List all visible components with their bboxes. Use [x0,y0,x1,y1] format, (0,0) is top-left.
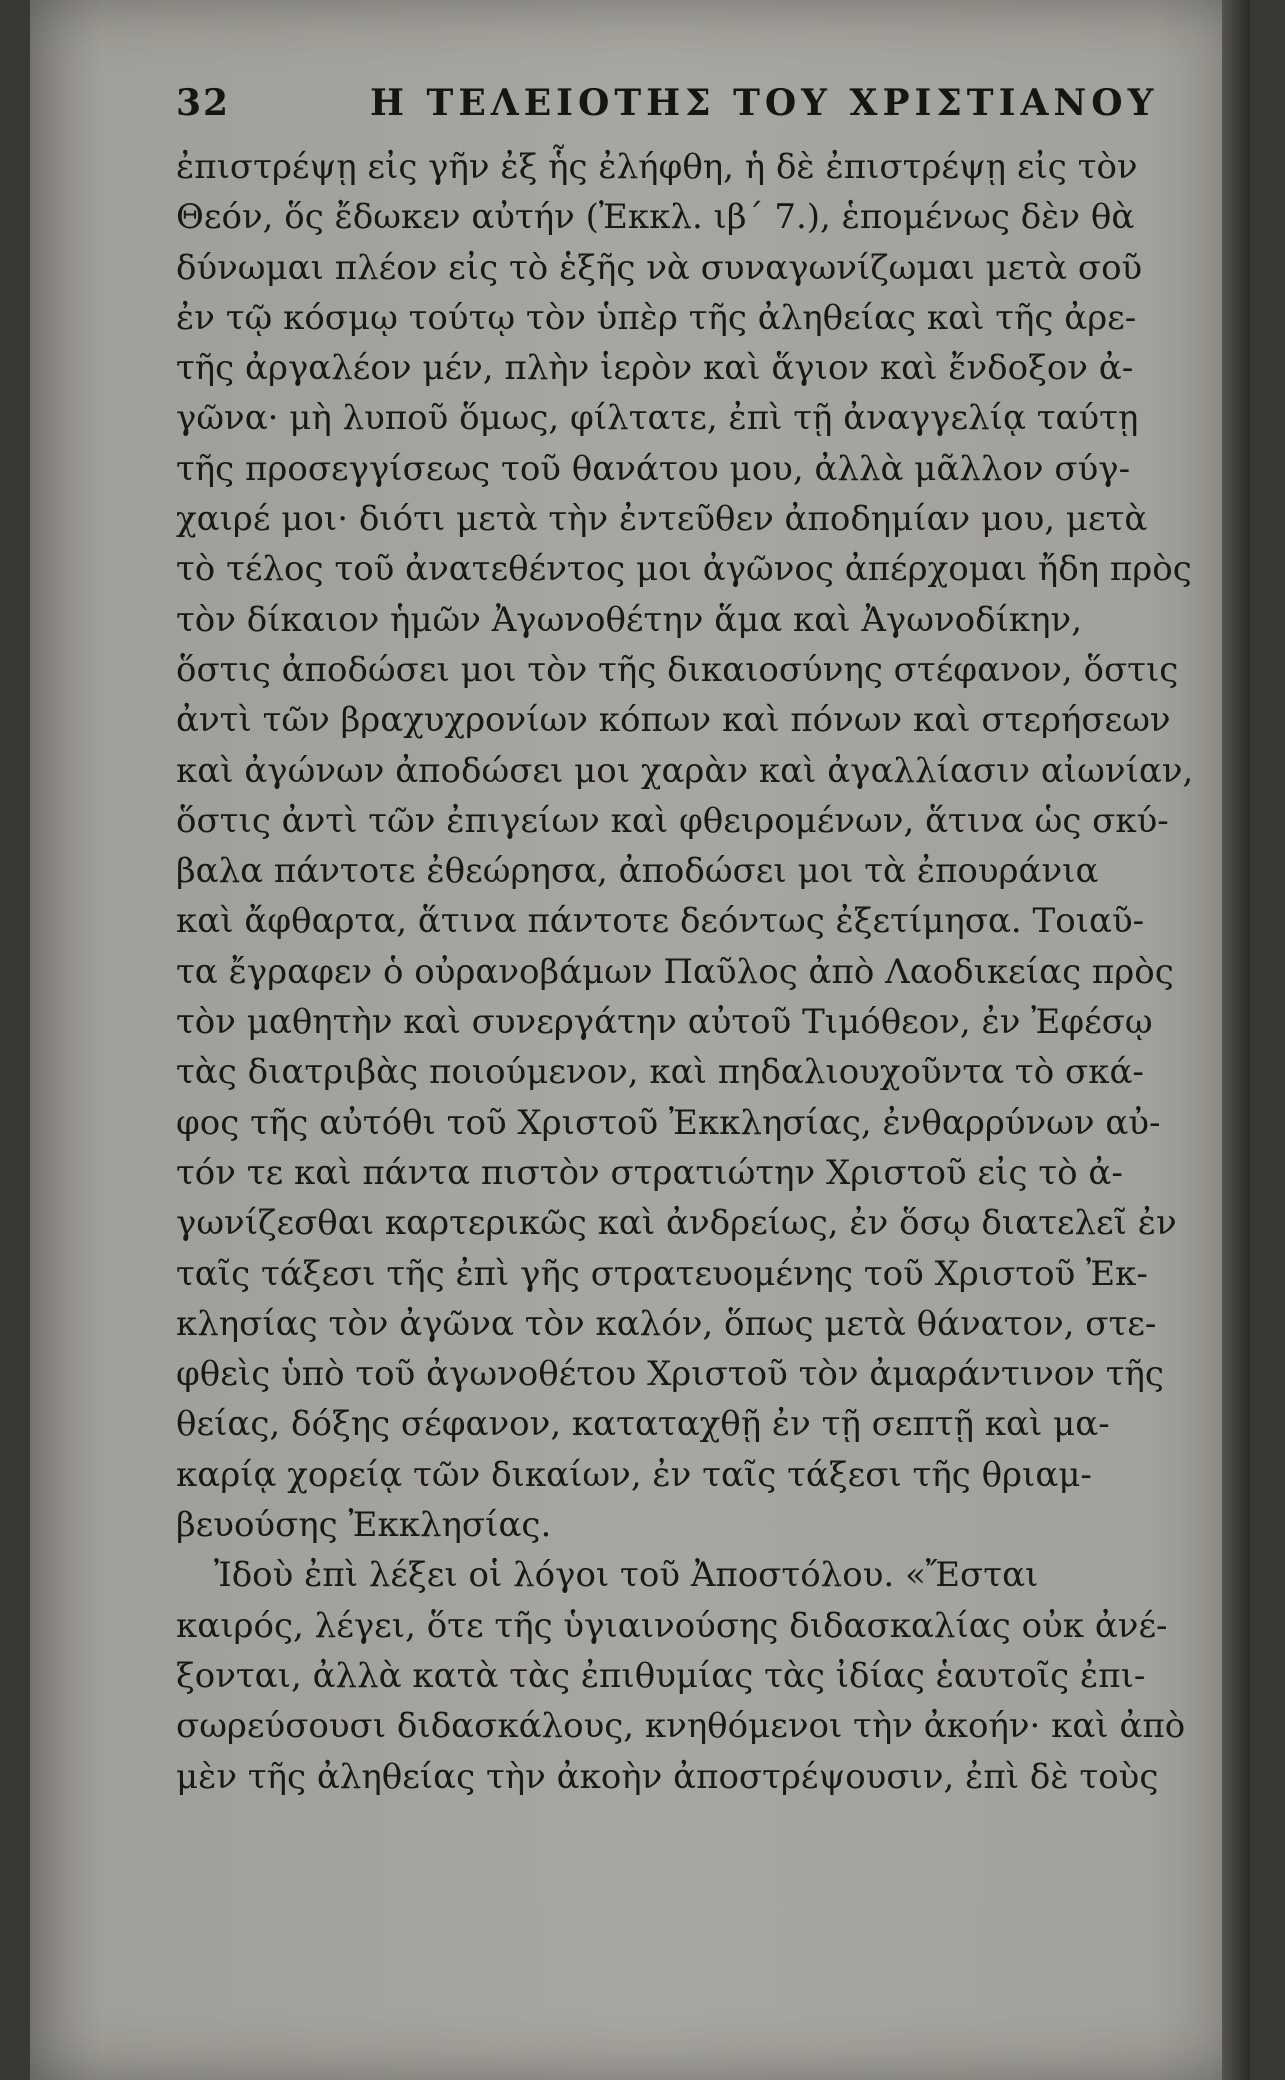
text-line: βαλα πάντοτε ἐθεώρησα, ἀποδώσει μοι τὰ ἐπουράνια [176,851,1099,892]
page-body-text [176,142,1252,1802]
text-line: ἀντὶ τῶν βραχυχρονίων κόπων καὶ πόνων καὶ στερήσεων [176,700,1171,741]
text-line: καὶ ἀγώνων ἀποδώσει μοι χαρὰν καὶ ἀγαλλίασιν αἰωνίαν, [176,750,1194,791]
text-line: καιρός, λέγει, ὅτε τῆς ὑγιαινούσης διδασκαλίας οὐκ ἀνέ- [176,1605,1168,1646]
text-line: ὅστις ἀποδώσει μοι τὸν τῆς δικαιοσύνης στέφανον, ὅστις [176,649,1179,690]
text-line: γωνίζεσθαι καρτερικῶς καὶ ἀνδρείως, ἐν ὅσῳ διατελεῖ ἐν [176,1203,1177,1244]
text-line: τῆς προσεγγίσεως τοῦ θανάτου μου, ἀλλὰ μᾶλλον σύγ- [176,448,1131,489]
text-line: τα ἔγραφεν ὁ οὐρανοβάμων Παῦλος ἀπὸ Λαοδικείας πρὸς [176,951,1174,992]
text-line: σωρεύσουσι διδασκάλους, κνηθόμενοι τὴν ἀκοήν· καὶ ἀπὸ [176,1706,1186,1747]
text-line: Θεόν, ὅς ἔδωκεν αὐτήν (Ἐκκλ. ιβ΄ 7.), ἑπομένως δὲν θὰ [176,197,1135,238]
page-number: 32 [176,82,231,124]
running-header [146,82,1276,138]
text-line: γῶνα· μὴ λυποῦ ὅμως, φίλτατε, ἐπὶ τῇ ἀναγγελίᾳ ταύτῃ [176,398,1139,439]
text-line: φος τῆς αὐτόθι τοῦ Χριστοῦ Ἐκκλησίας, ἐνθαρρύνων αὐ- [176,1102,1161,1143]
text-line: δύνωμαι πλέον εἰς τὸ ἑξῆς νὰ συναγωνίζωμαι μετὰ σοῦ [176,247,1143,288]
text-line: τόν τε καὶ πάντα πιστὸν στρατιώτην Χριστοῦ εἰς τὸ ἀ- [176,1152,1123,1193]
text-line: τὸν μαθητὴν καὶ συνεργάτην αὐτοῦ Τιμόθεον, ἐν Ἐφέσῳ [176,1002,1153,1043]
text-line: χαιρέ μοι· διότι μετὰ τὴν ἐντεῦθεν ἀποδημίαν μου, μετὰ [176,499,1148,540]
running-title: Η ΤΕΛΕΙΟΤΗΣ ΤΟΥ ΧΡΙΣΤΙΑΝΟΥ [370,82,1159,124]
text-line: θείας, δόξης σέφανον, καταταχθῇ ἐν τῇ σεπτῇ καὶ μα- [176,1404,1110,1445]
text-line: ταῖς τάξεσι τῆς ἐπὶ γῆς στρατευομένης τοῦ Χριστοῦ Ἐκ- [176,1253,1148,1294]
text-line: τὸ τέλος τοῦ ἀνατεθέντος μοι ἀγῶνος ἀπέρχομαι ἤδη πρὸς [176,549,1192,590]
text-line: βευούσης Ἐκκλησίας. [176,1505,552,1546]
text-line: καὶ ἄφθαρτα, ἅτινα πάντοτε δεόντως ἐξετίμησα. Τοιαῦ- [176,901,1145,942]
text-line: κλησίας τὸν ἀγῶνα τὸν καλόν, ὅπως μετὰ θάνατον, στε- [176,1303,1157,1344]
text-line: ἐν τῷ κόσμῳ τούτῳ τὸν ὑπὲρ τῆς ἀληθείας καὶ τῆς ἀρε- [176,297,1137,338]
text-line: ὅστις ἀντὶ τῶν ἐπιγείων καὶ φθειρομένων, ἅτινα ὡς σκύ- [176,800,1169,841]
text-line: τῆς ἀργαλέον μέν, πλὴν ἱερὸν καὶ ἅγιον καὶ ἔνδοξον ἀ- [176,348,1134,389]
text-line: τὰς διατριβὰς ποιούμενον, καὶ πηδαλιουχοῦντα τὸ σκά- [176,1052,1144,1093]
book-page [30,0,1250,2080]
text-line: μὲν τῆς ἀληθείας τὴν ἀκοὴν ἀποστρέψουσιν, ἐπὶ δὲ τοὺς [176,1756,1159,1797]
text-line: ἐπιστρέψῃ εἰς γῆν ἐξ ἧς ἐλήφθη, ἡ δὲ ἐπιστρέψῃ εἰς τὸν [176,147,1138,187]
text-line: καρίᾳ χορείᾳ τῶν δικαίων, ἐν ταῖς τάξεσι τῆς θριαμ- [176,1454,1092,1495]
paragraph-first-line: Ἰδοὺ ἐπὶ λέξει οἱ λόγοι τοῦ Ἀποστόλου. «Ἔσται [214,1555,1039,1596]
text-line: φθεὶς ὑπὸ τοῦ ἀγωνοθέτου Χριστοῦ τὸν ἀμαράντινον τῆς [176,1354,1164,1395]
text-line: τὸν δίκαιον ἡμῶν Ἀγωνοθέτην ἅμα καὶ Ἀγωνοδίκην, [176,599,1082,640]
text-line: ξονται, ἀλλὰ κατὰ τὰς ἐπιθυμίας τὰς ἰδίας ἑαυτοῖς ἐπι- [176,1655,1146,1696]
